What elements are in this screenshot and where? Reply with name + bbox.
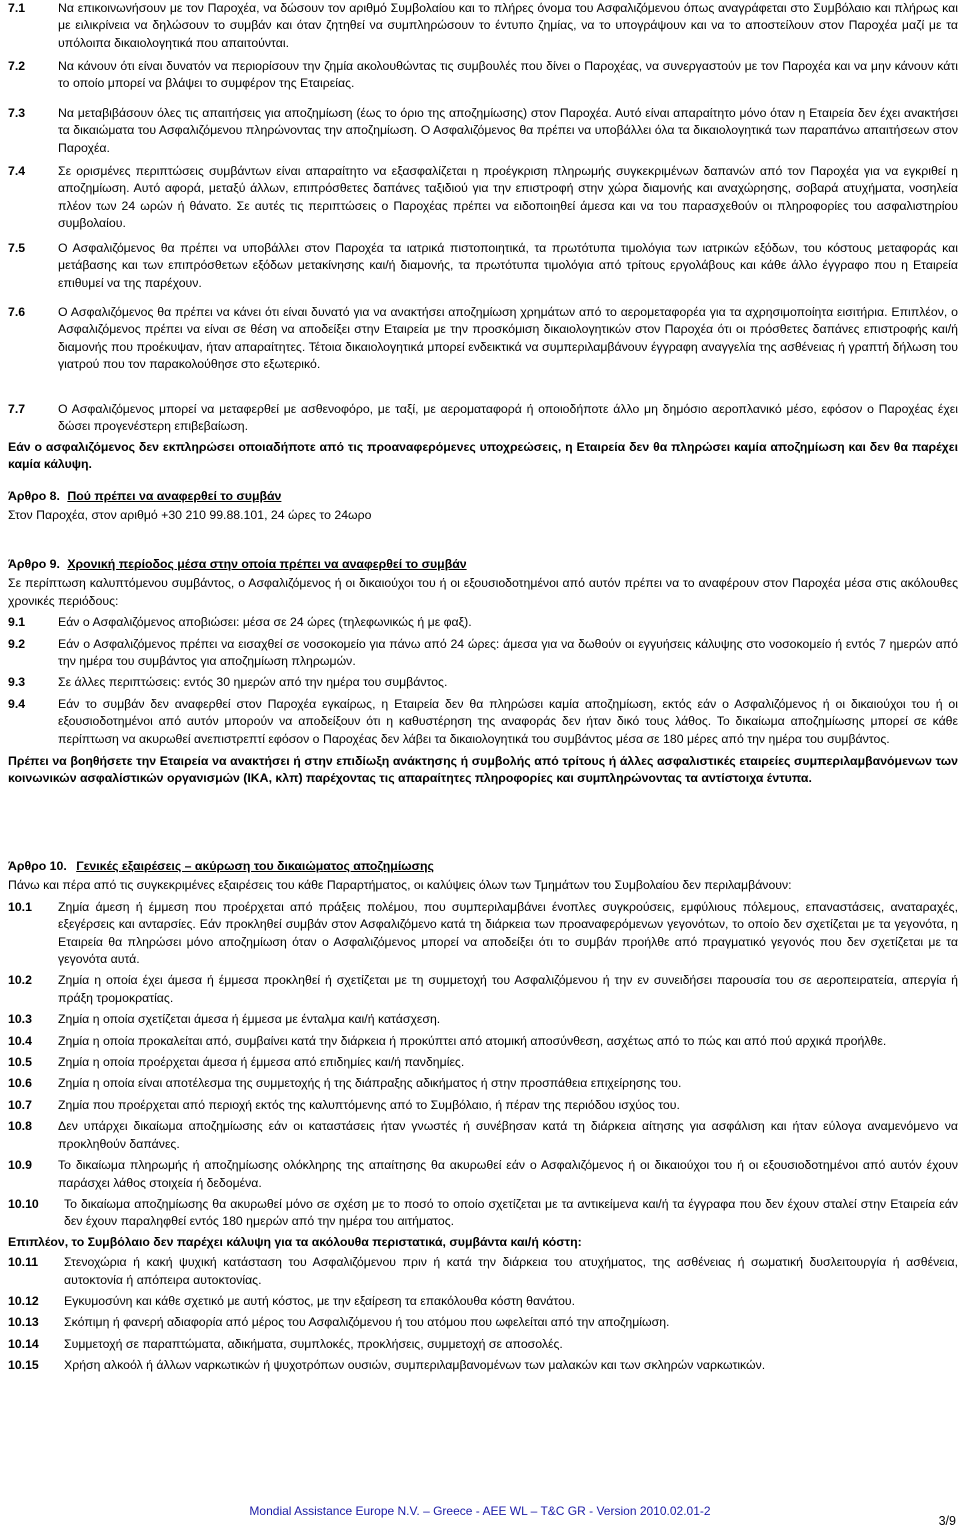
clause-number: 9.1 [8,615,26,630]
clause-10-11 [8,1254,958,1289]
article-title: Γενικές εξαιρέσεις – ακύρωση του δικαιώματος αποζημίωσης [76,859,434,873]
clause-number: 10.6 [8,1076,32,1091]
clause-text: Να μεταβιβάσουν όλες τις απαιτήσεις για αποζημίωση (έως το όριο της αποζημίωσης) στον Παροχέα. Αυτό είναι απαραίτητο μόνο όταν η Εταιρεία δεν έχει ανακτήσει τα δικαιώματα του Ασφαλιζόμενου πληρώνοντας την αποζημίωση. Ο Ασφαλιζόμενος θα πρέπει να υποβάλλει όλα τα δικαιολογητικά των παραπάνω απαιτήσεων στον Παροχέα. [58,106,958,155]
clause-text: Ζημία άμεση ή έμμεση που προέρχεται από πράξεις πολέμου, που συμπεριλαμβάνει ένοπλες συγκρούσεις, εμφύλιους πόλεμους, επαναστάσεις, αναταραχές, εξεγέρσεις και ανταρσίες. Εάν προκληθεί συμβάν στον Ασφαλιζόμενο κατά τη διάρκεια των προαναφερόμενων γεγονότων, το οποίο δεν σχετίζεται με τα γεγονότα, η Εταιρεία θα πληρώσει μόνο αποζημίωση όταν ο Ασφαλιζόμενος μπορεί να αποδείξει ότι το συμβάν προήλθε από πραγματικό γεγονός που δεν σχετίζεται με τα γεγονότα αυτά. [58,899,958,967]
page-number: 3/9 [938,1514,956,1528]
clause-number: 9.3 [8,675,26,690]
clause-10-3 [8,1011,958,1028]
clause-text: Να κάνουν ότι είναι δυνατόν να περιορίσουν την ζημία ακολουθώντας τις συμβουλές που δίνει ο Παροχέας, να συνεργαστούν με τον Παροχέα και να μην κάνουν κάτι το οποίο μπορεί να βλάψει το συμφέρον της Εταιρείας. [58,59,958,91]
clause-number: 10.3 [8,1012,32,1027]
article-10-heading [8,858,958,875]
clause-text: Ζημία η οποία έχει άμεσα ή έμμεσα προκληθεί ή σχετίζεται με τη συμμετοχή του Ασφαλιζόμενου ή την εν συνειδήσει παρουσία του σε αεροπειρατεία, απεργία ή πράξη τρομοκρατίας. [58,973,958,1005]
obligations-warning: Εάν ο ασφαλιζόμενος δεν εκπληρώσει οποιαδήποτε από τις προαναφερόμενες υποχρεώσεις, η Εταιρεία δεν θα πληρώσει καμία αποζημίωση και δεν θα παρέχει καμία κάλυψη. [8,440,958,472]
clause-text: Ζημία που προέρχεται από περιοχή εκτός της καλυπτόμενης από το Συμβόλαιο, ή πέραν της περιόδου ισχύος του. [58,1097,680,1112]
clause-7-1 [8,0,958,52]
clause-number: 10.12 [8,1293,39,1308]
clause-10-13 [8,1314,958,1331]
clause-number: 7.2 [8,59,26,73]
article-label: Άρθρο 8. [8,489,60,503]
clause-10-15 [8,1357,958,1374]
clause-text: Ζημία η οποία σχετίζεται άμεσα ή έμμεσα με ένταλμα και/ή κατάσχεση. [58,1012,441,1027]
clause-number: 10.2 [8,973,32,988]
clause-text: Εάν το συμβάν δεν αναφερθεί στον Παροχέα εγκαίρως, η Εταιρεία δεν θα πληρώσει καμία αποζημίωση, εκτός εάν ο Ασφαλιζόμενος ή οι δικαιούχοι του ή οι εξουσιοδοτημένοι από αυτόν μπορούν να αποδείξουν ότι η καθυστέρηση της αναφοράς δεν ήταν δικό τους λάθος. Το δικαίωμα αποζημίωσης μπορεί σε κάθε περίπτωση να ακυρωθεί ανεπιστρεπτί εφόσον ο Παροχέας δεν λάβει τα δικαιολογητικά του συμβάντος μέσα σε 180 μέρες από την ημέρα του συμβάντος. [58,696,958,746]
clause-number: 7.6 [8,305,26,319]
clause-10-4 [8,1033,958,1050]
clause-10-6 [8,1075,958,1092]
clause-7-7 [8,401,958,439]
clause-number: 10.8 [8,1119,32,1134]
clause-text: Το δικαίωμα πληρωμής ή αποζημίωσης ολόκληρης της απαίτησης θα ακυρωθεί εάν ο Ασφαλιζόμενος ή οι δικαιούχοι του ή οι εξουσιοδοτημένοι από αυτόν έχουν παράσχει λάθος στοιχεία ή δεδομένα. [58,1158,958,1190]
article-8 [8,488,958,525]
clause-number: 9.2 [8,636,26,651]
clause-10-12 [8,1293,958,1310]
clause-number: 7.3 [8,106,26,120]
clause-text: Σε άλλες περιπτώσεις: εντός 30 ημερών από την ημέρα του συμβάντος. [58,675,448,690]
clause-number: 7.7 [8,402,26,416]
clause-text: Ζημία η οποία είναι αποτέλεσμα της συμμετοχής ή της διάπραξης αδικήματος ή στην προσπάθεια επιχείρησης του. [58,1076,682,1091]
article-8-body: Στον Παροχέα, στον αριθμό +30 210 99.88.101, 24 ώρες το 24ωρο [8,508,372,523]
article-title: Πού πρέπει να αναφερθεί το συμβάν [67,489,282,503]
clause-number: 10.11 [8,1255,39,1270]
clause-text: Να επικοινωνήσουν με τον Παροχέα, να δώσουν τον αριθμό Συμβολαίου και το πλήρες όνομα του Ασφαλιζόμενου όπως αναγράφεται στο Συμβόλαιο και πλήρως και με ειλικρίνεια να δηλώσουν το συμβάν και όταν ζητηθεί να συμπληρώσουν το έντυπο ζημίας, να το υπογράψουν και να το αποστείλουν στον Παροχέα μαζί με τα υπόλοιπα δικαιολογητικά που απαιτούνται. [58,1,958,50]
article-label: Άρθρο 9. [8,557,60,571]
clause-9-1 [8,614,958,631]
clause-9-4 [8,696,958,748]
article-label: Άρθρο 10. [8,859,67,873]
clause-text: Σε ορισμένες περιπτώσεις συμβάντων είναι απαραίτητο να εξασφαλίζεται η προέγκριση πληρωμής συγκεκριμένων δαπανών από τον Παροχέα για να εγκριθεί η αποζημίωση. Αυτό αφορά, μεταξύ άλλων, επιπρόσθετες δαπάνες ταξιδιού για την επιστροφή στην χώρα διαμονής και αναχώρησης, σοβαρά ατυχήματα, νοσηλεία πλέον των 24 ωρών ή θάνατο. Σε αυτές τις περιπτώσεις ο Παροχέας πρέπει να ειδοποιηθεί άμεσα και να του παρασχεθούν οι πληροφορίες του ασφαλιστηρίου συμβολαίου. [58,164,958,231]
clause-7-3 [8,105,958,160]
clause-text: Δεν υπάρχει δικαίωμα αποζημίωσης εάν οι καταστάσεις ήταν γνωστές ή συνέβησαν κατά τη διάρκεια αίτησης για ασφάλιση και ήταν εύλογα αναμενόμενο να προκληθούν δαπάνες. [58,1119,958,1151]
clause-number: 10.5 [8,1055,32,1070]
clause-10-2 [8,972,958,1007]
clause-text: Συμμετοχή σε παραπτώματα, αδικήματα, συμπλοκές, προκλήσεις, συμμετοχή σε αποσολές. [64,1336,563,1351]
clause-text: Ο Ασφαλιζόμενος μπορεί να μεταφερθεί με ασθενοφόρο, με ταξί, με αεροματαφορά ή οποιοδήποτε άλλο μη δημόσιο αεροπλανικό μέσο, εφόσον ο Παροχέας έχει δώσει προγενέστερη επιβεβαίωση. [58,402,958,434]
page-footer: Mondial Assistance Europe N.V. – Greece - AEE WL – T&C GR - Version 2010.02.01-2 [249,1504,711,1518]
article-9 [8,556,958,788]
clause-number: 10.9 [8,1158,32,1173]
clause-text: Το δικαίωμα αποζημίωσης θα ακυρωθεί μόνο σε σχέση με το ποσό το οποίο σχετίζεται με τα αντικείμενα και/ή τα έγγραφα που δεν έχουν σταλεί στην Εταιρεία εάν δεν έχουν παραληφθεί εντός 180 ημερών από την ημέρα του αιτήματος. [64,1196,958,1229]
clause-text: Ο Ασφαλιζόμενος θα πρέπει να υποβάλλει στον Παροχέα τα ιατρικά πιστοποιητικά, τα πρωτότυπα τιμολόγια των ιατρικών εξόδων, του κόστους μεταφοράς και μετάβασης και των επιπρόσθετων εξόδων μετακίνησης και/ή διαμονής, τα πρωτότυπα τιμολόγια από τρίτους εργολάβους και κάθε άλλο έγγραφο που η Εταιρεία επιθυμεί να της παρέχουν. [58,241,958,290]
clause-7-2 [8,58,958,102]
article-9-intro: Σε περίπτωση καλυπτόμενου συμβάντος, ο Ασφαλιζόμενος ή οι δικαιούχοι του ή οι εξουσιοδοτημένοι από αυτόν πρέπει να το αναφέρουν στον Παροχέα μέσα στις ακόλουθες χρονικές περιόδους: [8,576,958,608]
clause-10-14 [8,1336,958,1353]
clause-7-4 [8,163,958,238]
clause-7-5 [8,240,958,302]
clause-number: 10.7 [8,1097,32,1112]
clause-number: 10.1 [8,899,32,914]
clause-7-6 [8,304,958,399]
clause-number: 10.13 [8,1315,39,1330]
clause-number: 7.5 [8,241,26,255]
clause-10-8 [8,1118,958,1153]
clause-10-1 [8,899,958,969]
clause-10-5 [8,1054,958,1071]
clause-text: Εάν ο Ασφαλιζόμενος πρέπει να εισαχθεί σε νοσοκομείο για πάνω από 24 ώρες: άμεσα για να δωθούν οι εγγυήσεις κάλυψης στο νοσοκομείο ή εντός 7 ημερών από την ημέρα του συμβάντος για αποζημίωση πληρωμών. [58,636,958,669]
clause-9-2 [8,636,958,671]
clause-text: Στενοχώρια ή κακή ψυχική κατάσταση του Ασφαλιζόμενου πριν ή κατά την διάρκεια του ατυχήματος, της ασθένειας ή σωματική δυσλειτουργία ή ασθένεια, αυτοκτονία ή απόπειρα αυτοκτονίας. [64,1255,958,1287]
clause-text: Σκόπιμη ή φανερή αδιαφορία από μέρος του Ασφαλιζόμενου ή του ατόμου που ωφελείται από την αποζημίωση. [64,1315,670,1330]
article-9-heading [8,556,958,573]
clause-10-9 [8,1157,958,1192]
clause-number: 10.15 [8,1358,39,1373]
article-8-heading [8,488,958,505]
clause-text: Ο Ασφαλιζόμενος θα πρέπει να κάνει ότι είναι δυνατό για να ανακτήσει αποζημίωση χρημάτων από το αερομεταφορέα για τα αχρησιμοποίητα εισιτήρια. Επιπλέον, ο Ασφαλιζόμενος πρέπει να είναι σε θέση να αποδείξει στην Εταιρεία με την προσκόμιση δικαιολογητικών στον Παροχέα ότι οι πρόσθετες δαπάνες επιστροφής και/ή διαμονής που προέκυψαν, ήταν απαραίτητες. Τέτοια δικαιολογητικά μπορεί ενδεικτικά να συμπεριλαμβάνουν έγγραφη αναγγελία της ασθένειας ή γραπτή δήλωση του γιατρού που τον παρακολούθησε στο εξωτερικό. [58,305,958,372]
clause-number: 10.10 [8,1196,39,1211]
clause-number: 7.4 [8,164,26,178]
clause-number: 10.4 [8,1033,32,1048]
clause-text: Χρήση αλκοόλ ή άλλων ναρκωτικών ή ψυχοτρόπων ουσιών, συμπεριλαμβανομένων των μαλακών και των σκληρών ναρκωτικών. [64,1358,766,1373]
clause-text: Εγκυμοσύνη και κάθε σχετικό με αυτή κόστος, με την εξαίρεση τα επακόλουθα κόστη θανάτου. [64,1293,576,1308]
clause-text: Εάν ο Ασφαλιζόμενος αποβιώσει: μέσα σε 24 ώρες (τηλεφωνικώς ή με φαξ). [58,615,472,630]
article-9-note: Πρέπει να βοηθήσετε την Εταιρεία να ανακτήσει ή στην επιδίωξη ανάκτησης ή συμβολής από τρίτους ή άλλες ασφαλιστικές εταιρείες συμπεριλαμβανόμενων των κοινωνικών ασφαλίστικών οργανισμών (ΙΚΑ, κλπ) παρέχοντας τις απαραίτητες πληροφορίες και συμπληρώνοντας τα αντίστοιχα έντυπα. [8,754,958,786]
clause-text: Ζημία η οποία προκαλείται από, συμβαίνει κατά την διάρκεια ή προκύπτει από ατομική αποσύνθεση, ασχέτως από το πώς και από πού αρχικά προήλθε. [58,1033,887,1048]
article-10-extra-heading: Επιπλέον, το Συμβόλαιο δεν παρέχει κάλυψη για τα ακόλουθα περιστατικά, συμβάντα και/ή κόστη: [8,1234,582,1249]
clause-number: 10.14 [8,1336,39,1351]
clause-10-10 [8,1196,958,1231]
clause-number: 7.1 [8,1,26,15]
clause-10-7 [8,1097,958,1114]
clause-text: Ζημία η οποία προέρχεται άμεσα ή έμμεσα από επιδημίες και/ή πανδημίες. [58,1055,465,1070]
article-10 [8,858,958,1375]
article-title: Χρονική περίοδος μέσα στην οποία πρέπει να αναφερθεί το συμβάν [67,557,467,571]
article-10-intro: Πάνω και πέρα από τις συγκεκριμένες εξαιρέσεις του κάθε Παραρτήματος, οι καλύψεις όλων των Τμημάτων του Συμβολαίου δεν περιλαμβάνουν: [8,878,792,893]
section-7-list [8,0,958,474]
clause-number: 9.4 [8,696,26,711]
clause-9-3 [8,674,958,691]
